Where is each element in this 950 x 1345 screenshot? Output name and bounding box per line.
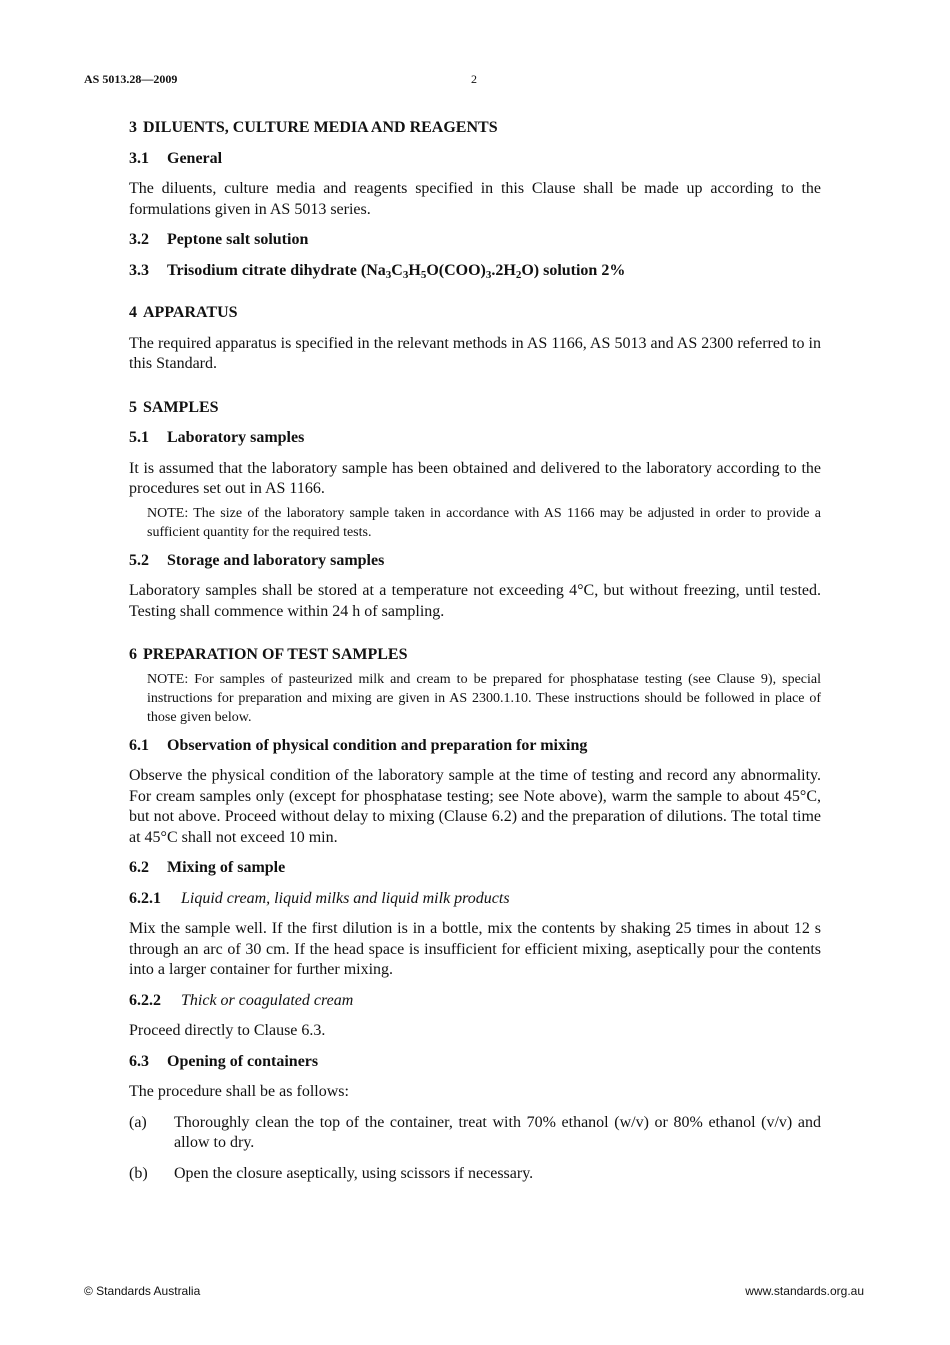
list-item [129,1164,821,1185]
section-title: DILUENTS, CULTURE MEDIA AND REAGENTS [143,119,498,136]
clause-5-1-heading [129,428,821,449]
clause-title: Laboratory samples [167,429,305,446]
subscript: 3 [402,268,409,281]
section-title: SAMPLES [143,398,219,416]
clause-6-2-2-heading [129,991,821,1012]
list-item-label: (b) [129,1164,148,1182]
header-standard-number: AS 5013.28—2009 [84,72,178,86]
clause-title: Observation of physical condition and preparation for mixing [167,736,588,754]
clause-3-2-heading [129,230,821,251]
section-3-heading [129,118,821,139]
subscript: 5 [420,268,427,281]
section-title: PREPARATION OF TEST SAMPLES [143,646,408,663]
clause-3-3-heading [129,261,821,282]
clause-number: 5.1 [129,429,149,446]
list-item-text: Open the closure aseptically, using scissors if necessary. [174,1164,534,1182]
clause-6-2-heading [129,858,821,879]
section-title: APPARATUS [143,304,238,321]
subscript: 3 [385,268,392,281]
clause-title: General [167,149,223,167]
subscript: 2 [515,268,522,281]
formula-part: O(COO) [426,261,486,279]
page-number: 2 [471,72,477,86]
section-4-heading [129,303,821,324]
clause-title: Liquid cream, liquid milks and liquid milk products [181,889,510,907]
clause-title: Storage and laboratory samples [167,551,385,569]
clause-3-1-heading [129,149,821,170]
clause-6-2-2-text: Proceed directly to Clause 6.3. [129,1022,326,1039]
clause-5-1-text: It is assumed that the laboratory sample has been obtained and delivered to the laboratory according to the procedures set out in AS 1166. [129,459,821,497]
section-5-heading [129,398,821,419]
formula-part: .2H [491,261,516,279]
clause-number: 6.3 [129,1052,149,1070]
clause-title: Mixing of sample [167,859,286,876]
clause-3-1-text: The diluents, culture media and reagents specified in this Clause shall be made up according to the formulations given in AS 5013 series. [129,180,821,218]
clause-5-1-note: NOTE: The size of the laboratory sample taken in accordance with AS 1166 may be adjusted in order to provide a sufficient quantity for the required tests. [147,505,821,540]
subscript: 3 [485,268,492,281]
clause-6-3-intro: The procedure shall be as follows: [129,1083,349,1100]
clause-number: 6.1 [129,736,149,754]
section-6-heading [129,645,821,666]
formula-part: Trisodium citrate dihydrate (Na [167,261,386,279]
page-body [129,118,821,1184]
clause-number: 6.2.2 [129,991,161,1009]
section-number: 5 [129,398,137,416]
formula-part: H [408,261,421,279]
clause-number: 3.1 [129,149,149,167]
section-number: 3 [129,119,137,136]
section-number: 6 [129,646,137,663]
clause-number: 6.2 [129,859,149,876]
section-number: 4 [129,304,137,321]
clause-number: 5.2 [129,551,149,569]
formula-part: O) solution 2% [521,261,626,279]
section-4-text: The required apparatus is specified in the relevant methods in AS 1166, AS 5013 and AS 2300 referred to in this Standard. [129,334,821,372]
list-item [129,1113,821,1154]
clause-title [167,262,625,279]
clause-title: Thick or coagulated cream [181,991,354,1009]
clause-5-2-heading [129,551,821,572]
clause-number: 3.2 [129,231,149,248]
clause-6-1-text: Observe the physical condition of the laboratory sample at the time of testing and record any abnormality. For cream samples only (except for phosphatase testing; see Note above), warm the sample to about 45°C, but not above. Proceed without delay to mixing (Clause 6.2) and the preparation of dilutions. The total time at 45°C shall not exceed 10 min. [129,767,821,846]
clause-6-2-1-heading [129,889,821,910]
clause-number: 6.2.1 [129,889,161,907]
clause-title: Peptone salt solution [167,231,309,248]
clause-5-2-text: Laboratory samples shall be stored at a temperature not exceeding 4°C, but without freezing, until tested. Testing shall commence within 24 h of sampling. [129,582,821,620]
formula-part: C [391,261,403,279]
footer-copyright: © Standards Australia [84,1284,201,1298]
clause-title: Opening of containers [167,1052,319,1070]
clause-6-3-heading [129,1052,821,1073]
clause-number: 3.3 [129,261,149,279]
clause-6-2-1-text: Mix the sample well. If the first dilution is in a bottle, mix the contents by shaking 25 times in about 12 s through an arc of 30 cm. If the head space is insufficient for efficient mixing, aseptically pour the contents into a larger container for further mixing. [129,920,821,978]
section-6-note: NOTE: For samples of pasteurized milk and cream to be prepared for phosphatase testing (see Clause 9), special instructions for preparation and mixing are given in AS 2300.1.10. These instructions should be followed in place of those given below. [147,671,821,725]
list-item-text: Thoroughly clean the top of the container, treat with 70% ethanol (w/v) or 80% ethanol (v/v) and allow to dry. [174,1113,821,1151]
footer-website: www.standards.org.au [745,1284,864,1298]
clause-6-1-heading [129,736,821,757]
list-item-label: (a) [129,1113,147,1131]
